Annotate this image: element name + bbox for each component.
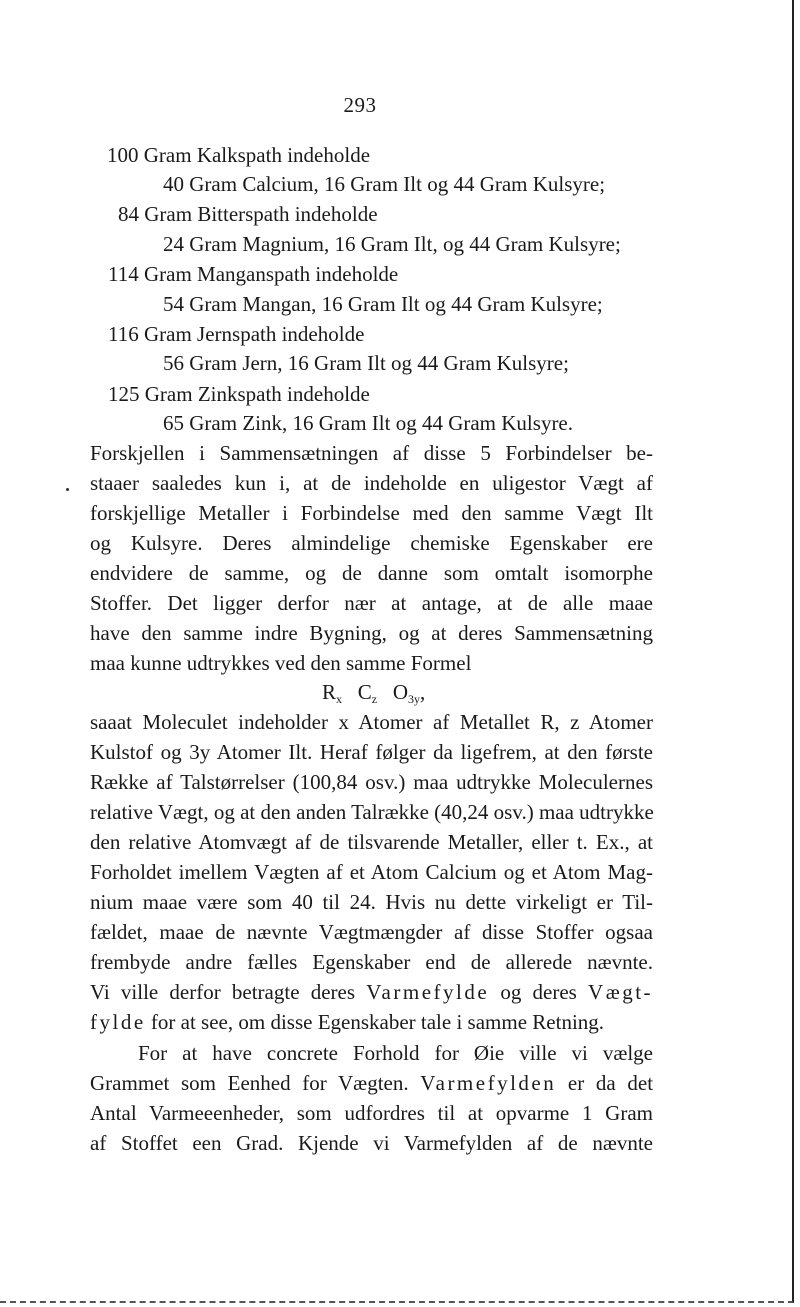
body-text-line: relative Vægt, og at den anden Talrække (40,24 osv.) maa udtrykke [90,800,654,824]
body-text-line: have den samme indre Bygning, og at deres Sammensætning [90,621,653,645]
formula-metal-subscript: x [336,692,343,706]
spaced-term-varmefylde: Varmefylde [366,980,490,1004]
body-text-line [90,1010,604,1034]
formula-carbon-symbol: C [357,680,372,704]
body-text-line: Stoffer. Det ligger derfor nær at antage, at de alle maae [90,591,653,615]
body-text-line: fældet, maae de nævnte Vægtmængder af disse Stoffer ogsaa [90,920,653,944]
text-fragment: er da det [567,1071,654,1095]
compound-content-line: 24 Gram Magnium, 16 Gram Ilt, og 44 Gram Kulsyre; [163,232,621,256]
formula-carbon-subscript: z [371,692,378,706]
compound-content-line: 54 Gram Mangan, 16 Gram Ilt og 44 Gram Kulsyre; [163,292,603,316]
body-text-line: staaer saaledes kun i, at de indeholde en uligestor Vægt af [90,471,653,495]
body-text-line: maa kunne udtrykkes ved den samme Formel [90,651,472,675]
body-text-line: endvidere de samme, og de danne som omtalt isomorphe [90,561,653,585]
ink-speck [66,488,69,491]
formula-comma: , [420,680,426,704]
formula-oxygen-subscript: 3y [408,692,421,706]
spaced-term-vaegtfylde-end: fylde [90,1010,146,1034]
body-text-line: Forskjellen i Sammensætningen af disse 5 Forbindelser be- [90,441,653,465]
formula-oxygen-symbol: O [392,680,409,704]
compound-content-line: 40 Gram Calcium, 16 Gram Ilt og 44 Gram Kulsyre; [163,172,606,196]
body-text-line: nium maae være som 40 til 24. Hvis nu dette virkeligt er Til- [90,890,653,914]
body-text-line [90,980,653,1004]
compound-content-line: 65 Gram Zink, 16 Gram Ilt og 44 Gram Kulsyre. [163,411,574,435]
body-text-line: Antal Varmeeenheder, som udfordres til at opvarme 1 Gram [90,1101,653,1125]
body-text-line: den relative Atomvægt af de tilsvarende Metaller, eller t. Ex., at [90,830,653,854]
body-text-line: saaat Moleculet indeholder x Atomer af Metallet R, z Atomer [90,710,653,734]
text-fragment: Grammet som Eenhed for Vægten. [90,1071,409,1095]
compound-content-line: 56 Gram Jern, 16 Gram Ilt og 44 Gram Kulsyre; [163,351,569,375]
compound-name-line: 116 Gram Jernspath indeholde [108,322,365,346]
compound-name-line: 84 Gram Bitterspath indeholde [118,202,378,226]
compound-name-line: 114 Gram Manganspath indeholde [108,262,399,286]
page-number: 293 [343,93,377,117]
body-text-line: af Stoffet een Grad. Kjende vi Varmefylden af de nævnte [90,1131,653,1155]
spaced-term-varmefylden: Varmefylden [420,1071,557,1095]
compound-name-line: 100 Gram Kalkspath indeholde [107,143,371,167]
body-text-line [90,1071,653,1095]
spaced-term-vaegtfylde-start: Vægt- [588,980,654,1004]
text-fragment: og deres [500,980,577,1004]
compound-name-line: 125 Gram Zinkspath indeholde [108,382,370,406]
body-text-line: Række af Talstørrelser (100,84 osv.) maa udtrykke Moleculernes [90,770,653,794]
text-fragment: for at see, om disse Egenskaber tale i samme Retning. [150,1010,605,1034]
body-text-line: Kulstof og 3y Atomer Ilt. Heraf følger da ligefrem, at den første [90,740,653,764]
body-text-line: frembyde andre fælles Egenskaber end de allerede nævnte. [90,950,653,974]
body-text-line: og Kulsyre. Deres almindelige chemiske Egenskaber ere [90,531,653,555]
body-text-line: forskjellige Metaller i Forbindelse med den samme Vægt Ilt [90,501,653,525]
body-text-line: For at have concrete Forhold for Øie ville vi vælge [138,1041,653,1065]
text-fragment: Vi ville derfor betragte deres [90,980,356,1004]
body-text-line: Forholdet imellem Vægten af et Atom Calcium og et Atom Mag- [90,860,653,884]
formula-metal-symbol: R [322,680,337,704]
chemical-formula [322,680,425,711]
